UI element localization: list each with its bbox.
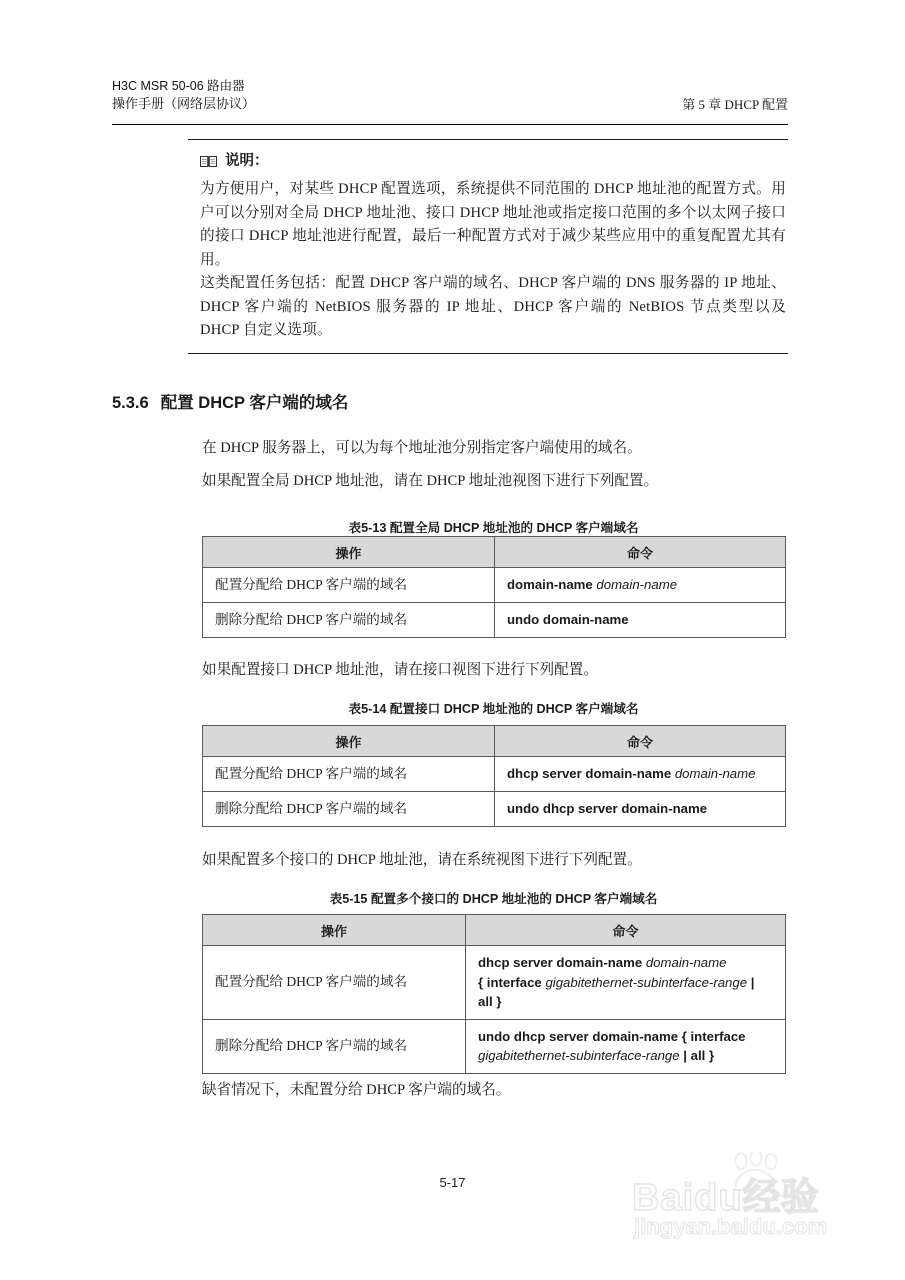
watermark-brand-cn: 经验 bbox=[742, 1177, 819, 1219]
note-paragraph-2: 这类配置任务包括：配置 DHCP 客户端的域名、DHCP 客户端的 DNS 服务器的 IP 地址、DHCP 客户端的 NetBIOS 服务器的 IP 地址、DHCP 客户端的 NetBIOS 节点类型以及 DHCP 自定义选项。 bbox=[200, 275, 786, 338]
table-body-3 bbox=[203, 946, 786, 1074]
table-header-command: 命令 bbox=[495, 537, 786, 568]
table-header-row bbox=[203, 726, 786, 757]
note-title bbox=[200, 151, 788, 171]
cell-command: dhcp server domain-name domain-name bbox=[495, 757, 786, 792]
table-body-1 bbox=[203, 568, 786, 638]
table-caption-1: 表5-13 配置全局 DHCP 地址池的 DHCP 客户端域名 bbox=[348, 521, 639, 535]
cell-command: dhcp server domain-name domain-name { interface gigabitethernet-subinterface-range | all } bbox=[466, 946, 786, 1020]
manual-title: H3C MSR 50-06 路由器 bbox=[112, 79, 245, 93]
baidu-watermark bbox=[632, 1152, 894, 1252]
section-number: 5.3.6 bbox=[112, 394, 149, 412]
watermark-brand-du: du bbox=[694, 1177, 743, 1219]
table-header-row bbox=[203, 537, 786, 568]
table-row bbox=[203, 1019, 786, 1073]
note-title-label: 说明： bbox=[225, 153, 269, 169]
table-caption-2: 表5-14 配置接口 DHCP 地址池的 DHCP 客户端域名 bbox=[348, 702, 639, 716]
cell-operation: 删除分配给 DHCP 客户端的域名 bbox=[203, 1019, 466, 1073]
watermark-brand-bai: Bai bbox=[632, 1177, 695, 1219]
lead-global-paragraph: 如果配置全局 DHCP 地址池，请在 DHCP 地址池视图下进行下列配置。 bbox=[202, 473, 659, 489]
running-header bbox=[112, 78, 788, 124]
command-table-1 bbox=[202, 536, 786, 638]
intro-paragraph: 在 DHCP 服务器上，可以为每个地址池分别指定客户端使用的域名。 bbox=[202, 440, 642, 456]
table-body-2 bbox=[203, 757, 786, 827]
cell-command: undo dhcp server domain-name bbox=[495, 792, 786, 827]
running-header-left bbox=[112, 78, 255, 112]
cell-operation: 配置分配给 DHCP 客户端的域名 bbox=[203, 568, 495, 603]
cell-command: undo dhcp server domain-name { interface gigabitethernet-subinterface-range | all } bbox=[466, 1019, 786, 1073]
lead-multi-paragraph: 如果配置多个接口的 DHCP 地址池，请在系统视图下进行下列配置。 bbox=[202, 852, 642, 868]
running-header-rule bbox=[112, 124, 788, 125]
table-caption-3: 表5-15 配置多个接口的 DHCP 地址池的 DHCP 客户端域名 bbox=[329, 892, 658, 906]
table-row bbox=[203, 946, 786, 1020]
command-table-2 bbox=[202, 725, 786, 827]
cell-command: domain-name domain-name bbox=[495, 568, 786, 603]
table-row bbox=[203, 603, 786, 638]
watermark-url: jingyan.baidu.com bbox=[634, 1214, 828, 1239]
table-header-command: 命令 bbox=[466, 915, 786, 946]
cell-operation: 删除分配给 DHCP 客户端的域名 bbox=[203, 792, 495, 827]
table-row bbox=[203, 757, 786, 792]
table-row bbox=[203, 568, 786, 603]
page-number: 5-17 bbox=[439, 1175, 466, 1190]
cell-operation: 配置分配给 DHCP 客户端的域名 bbox=[203, 946, 466, 1020]
table-header-operation: 操作 bbox=[203, 915, 466, 946]
cell-operation: 删除分配给 DHCP 客户端的域名 bbox=[203, 603, 495, 638]
default-note-paragraph: 缺省情况下，未配置分给 DHCP 客户端的域名。 bbox=[202, 1082, 511, 1098]
table-header-operation: 操作 bbox=[203, 537, 495, 568]
section-title: 配置 DHCP 客户端的域名 bbox=[160, 394, 349, 412]
section-heading bbox=[112, 392, 348, 414]
manual-subtitle: 操作手册（网络层协议） bbox=[112, 96, 256, 111]
command-table-3 bbox=[202, 914, 786, 1074]
lead-interface-paragraph: 如果配置接口 DHCP 地址池，请在接口视图下进行下列配置。 bbox=[202, 662, 598, 678]
cell-operation: 配置分配给 DHCP 客户端的域名 bbox=[203, 757, 495, 792]
table-header-row bbox=[203, 915, 786, 946]
running-header-chapter: 第 5 章 DHCP 配置 bbox=[682, 97, 788, 112]
table-header-command: 命令 bbox=[495, 726, 786, 757]
book-icon bbox=[200, 155, 217, 168]
table-header-operation: 操作 bbox=[203, 726, 495, 757]
note-box bbox=[188, 139, 788, 354]
cell-command: undo domain-name bbox=[495, 603, 786, 638]
table-row bbox=[203, 792, 786, 827]
note-paragraph-1: 为方便用户，对某些 DHCP 配置选项，系统提供不同范围的 DHCP 地址池的配置方式。用户可以分别对全局 DHCP 地址池、接口 DHCP 地址池或指定接口范围的多个以太网子接口的接口 DHCP 地址池进行配置，最后一种配置方式对于减少某些应用中的重复配置尤其有用。 bbox=[200, 181, 786, 268]
